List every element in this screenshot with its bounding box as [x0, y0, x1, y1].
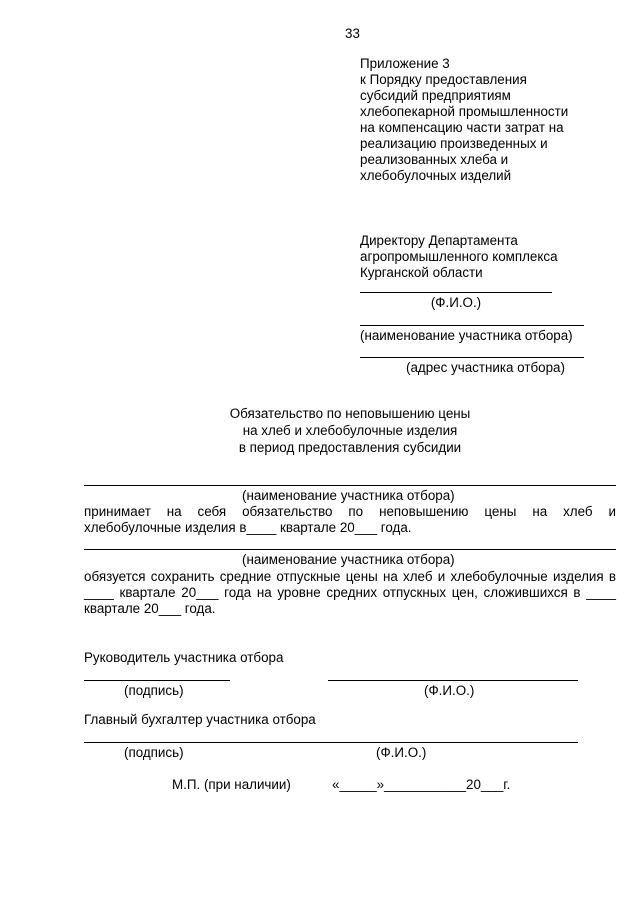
stamp-label: М.П. (при наличии) — [172, 777, 291, 792]
title-line: на хлеб и хлебобулочные изделия — [242, 423, 458, 438]
appendix-line: хлебобулочных изделий — [360, 168, 512, 183]
participant-name-blank-line — [84, 485, 616, 486]
fio-label: (Ф.И.О.) — [376, 745, 427, 760]
appendix-line: к Порядку предоставления — [360, 72, 527, 87]
appendix-line: реализованных хлеба и — [360, 152, 509, 167]
accountant-signatory-label: Главный бухгалтер участника отбора — [84, 712, 316, 727]
fio-label: (Ф.И.О.) — [424, 683, 475, 698]
paragraph-line: хлебобулочные изделия в____ квартале 20___ года. — [84, 520, 412, 535]
paragraph-line: обязуется сохранить средние отпускные цены на хлеб и хлебобулочные изделия в — [84, 569, 616, 584]
title-line: в период предоставления субсидии — [238, 440, 462, 455]
page-number: 33 — [345, 26, 360, 41]
addressee-line: Курганской области — [360, 265, 483, 280]
paragraph-line: принимает на себя обязательство по неповышению цены на хлеб и — [84, 504, 616, 519]
participant-name-blank-line — [360, 325, 584, 326]
participant-name-label: (наименование участника отбора) — [242, 488, 455, 503]
head-signatory-label: Руководитель участника отбора — [84, 650, 284, 665]
date-line: «_____»___________20___г. — [332, 777, 511, 792]
addressee-line: агропромышленного комплекса — [360, 249, 558, 264]
appendix-line: субсидий предприятиям — [360, 88, 511, 103]
appendix-line: хлебопекарной промышленности — [360, 104, 569, 119]
participant-name-label: (наименование участника отбора) — [242, 552, 455, 567]
signature-label: (подпись) — [124, 683, 184, 698]
appendix-line: на компенсацию части затрат на — [360, 120, 564, 135]
signature-blank-line — [84, 680, 230, 681]
participant-address-blank-line — [360, 357, 584, 358]
paragraph-line: квартале 20___ года. — [84, 601, 216, 616]
fio-blank-line — [328, 680, 578, 681]
title-line: Обязательство по неповышению цены — [229, 406, 471, 421]
signature-fio-blank-line — [84, 742, 578, 743]
participant-name-blank-line — [84, 549, 616, 550]
signature-label: (подпись) — [124, 745, 184, 760]
participant-address-label: (адрес участника отбора) — [406, 360, 565, 375]
appendix-line: реализацию произведенных и — [360, 136, 548, 151]
fio-blank-line — [360, 292, 552, 293]
participant-name-label: (наименование участника отбора) — [360, 328, 573, 343]
appendix-line: Приложение 3 — [360, 56, 450, 71]
fio-label: (Ф.И.О.) — [430, 295, 482, 310]
paragraph-line: ____ квартале 20___ года на уровне средних отпускных цен, сложившихся в ____ — [84, 585, 616, 600]
addressee-line: Директору Департамента — [360, 233, 518, 248]
